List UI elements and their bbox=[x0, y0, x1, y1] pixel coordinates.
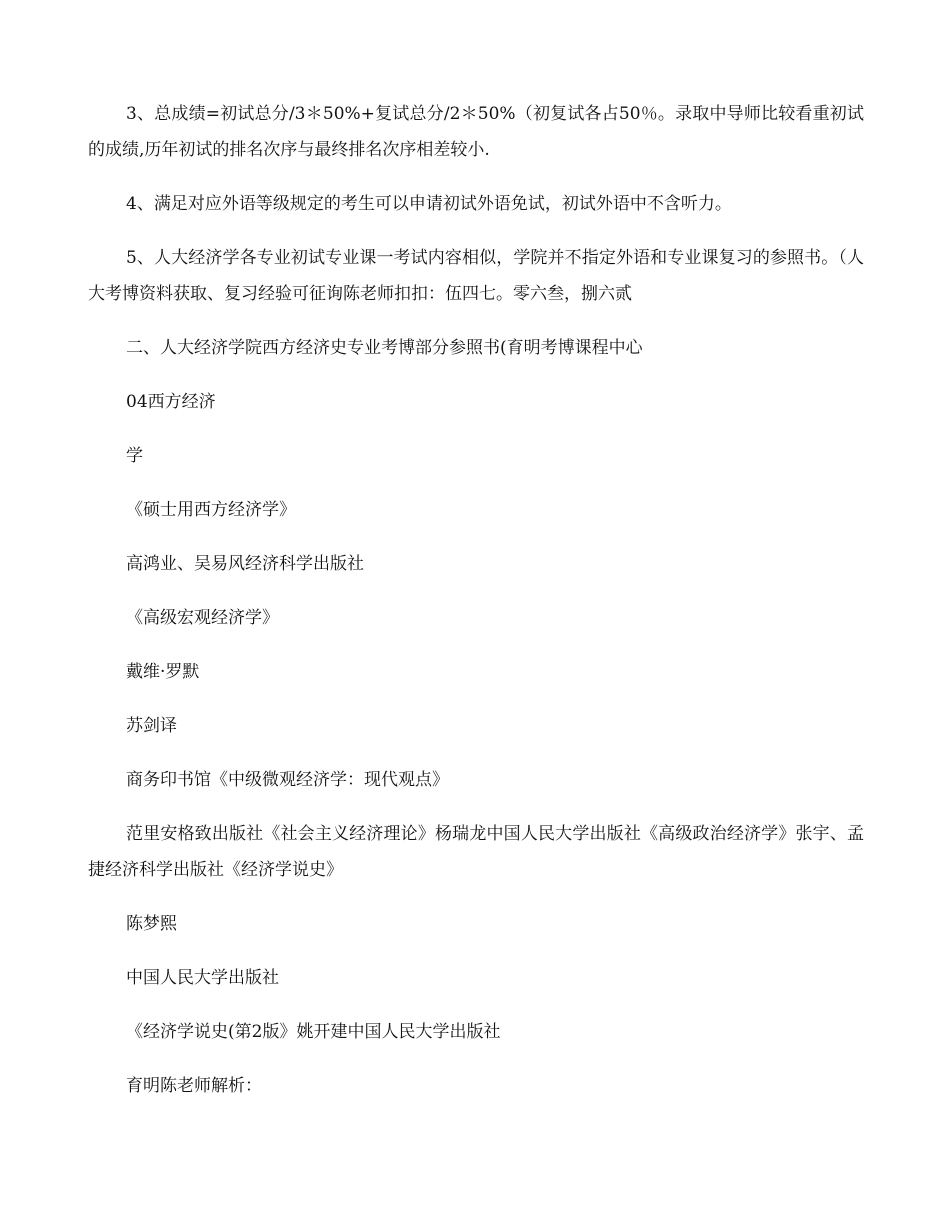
book-list-combined: 范里安格致出版社《社会主义经济理论》杨瑞龙中国人民大学出版社《高级政治经济学》张宇、孟捷经济科学出版社《经济学说史》 bbox=[88, 824, 864, 880]
paragraph-major-code-cont: 学 bbox=[126, 446, 143, 466]
analysis-heading: 育明陈老师解析： bbox=[126, 1076, 262, 1096]
paragraph-total-score: 3、总成绩=初试总分/3＊50%+复试总分/2＊50%（初复试各占50％。录取中导师比较看重初试的成绩,历年初试的排名次序与最终排名次序相差较小. bbox=[88, 104, 864, 160]
book-author-publisher: 高鸿业、吴易风经济科学出版社 bbox=[126, 554, 364, 574]
section-heading-reference-books: 二、人大经济学院西方经济史专业考博部分参照书(育明考博课程中心 bbox=[126, 338, 643, 358]
book-title: 《硕士用西方经济学》 bbox=[126, 500, 296, 520]
book-title-author-publisher: 《经济学说史(第2版》姚开建中国人民大学出版社 bbox=[126, 1022, 501, 1042]
paragraph-reference-books-note: 5、人大经济学各专业初试专业课一考试内容相似，学院并不指定外语和专业课复习的参照书。（人大考博资料获取、复习经验可征询陈老师扣扣：伍四七。零六叁，捌六贰 bbox=[88, 248, 864, 304]
book-author: 戴维·罗默 bbox=[126, 662, 200, 682]
document-page bbox=[88, 96, 864, 1122]
book-publisher-title: 商务印书馆《中级微观经济学：现代观点》 bbox=[126, 770, 449, 790]
book-author: 陈梦熙 bbox=[126, 914, 177, 934]
book-translator: 苏剑译 bbox=[126, 716, 177, 736]
book-title: 《高级宏观经济学》 bbox=[126, 608, 279, 628]
paragraph-language-exemption: 4、满足对应外语等级规定的考生可以申请初试外语免试，初试外语中不含听力。 bbox=[126, 194, 732, 214]
paragraph-major-code: 04西方经济 bbox=[126, 392, 216, 412]
book-publisher: 中国人民大学出版社 bbox=[126, 968, 279, 988]
